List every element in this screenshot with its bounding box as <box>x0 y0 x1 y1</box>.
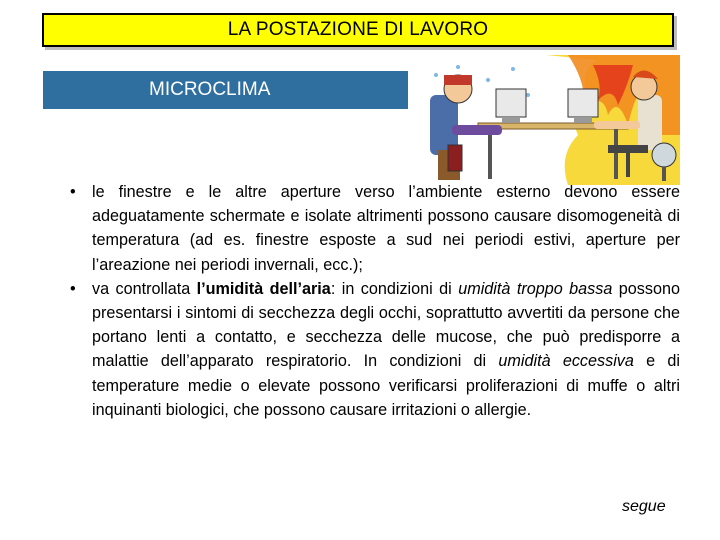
section-header <box>43 71 408 109</box>
bullet-text-part: e di temperature medie o elevate possono verificarsi proliferazioni di muffe o altri inquinanti biologici, che possono causare irritazioni o allergie. <box>92 352 680 419</box>
bullet-item-humidity <box>70 277 680 422</box>
content-body <box>70 180 690 422</box>
page-title-text: LA POSTAZIONE DI LAVORO <box>227 19 489 40</box>
bullet-item-windows <box>70 180 680 277</box>
segue-link[interactable]: segue <box>622 498 666 515</box>
bullet-dot: • <box>70 183 76 201</box>
section-label: MICROCLIMA <box>149 79 271 100</box>
bullet-text-part: va controllata <box>92 279 197 298</box>
bullet-text: le finestre e le altre aperture verso l’ambiente esterno devono essere adeguatamente schermate e isolate altrimenti possono causare disomogeneità di temperatura (ad es. finestre esposte a sud nei periodi estivi, aperture per l’areazione nei periodi invernali, ecc.); <box>92 183 680 274</box>
bullet-text-part: possono presentarsi i sintomi di secchezza degli occhi, soprattutto avvertiti da persone che portano lenti a contatto, e secchezza delle mucose, che può predisporre a malattie dell’apparato respiratorio. In condizioni di <box>92 279 680 371</box>
bullet-italic-term: umidità eccessiva <box>498 352 634 371</box>
bullet-italic-term: umidità troppo bassa <box>458 279 613 298</box>
workstation-illustration <box>418 55 680 185</box>
bullet-bold-term: l’umidità dell’aria <box>196 279 331 298</box>
page-title <box>42 13 674 47</box>
bullet-dot: • <box>70 279 76 298</box>
bullet-text-part: : in condizioni di <box>330 279 459 298</box>
